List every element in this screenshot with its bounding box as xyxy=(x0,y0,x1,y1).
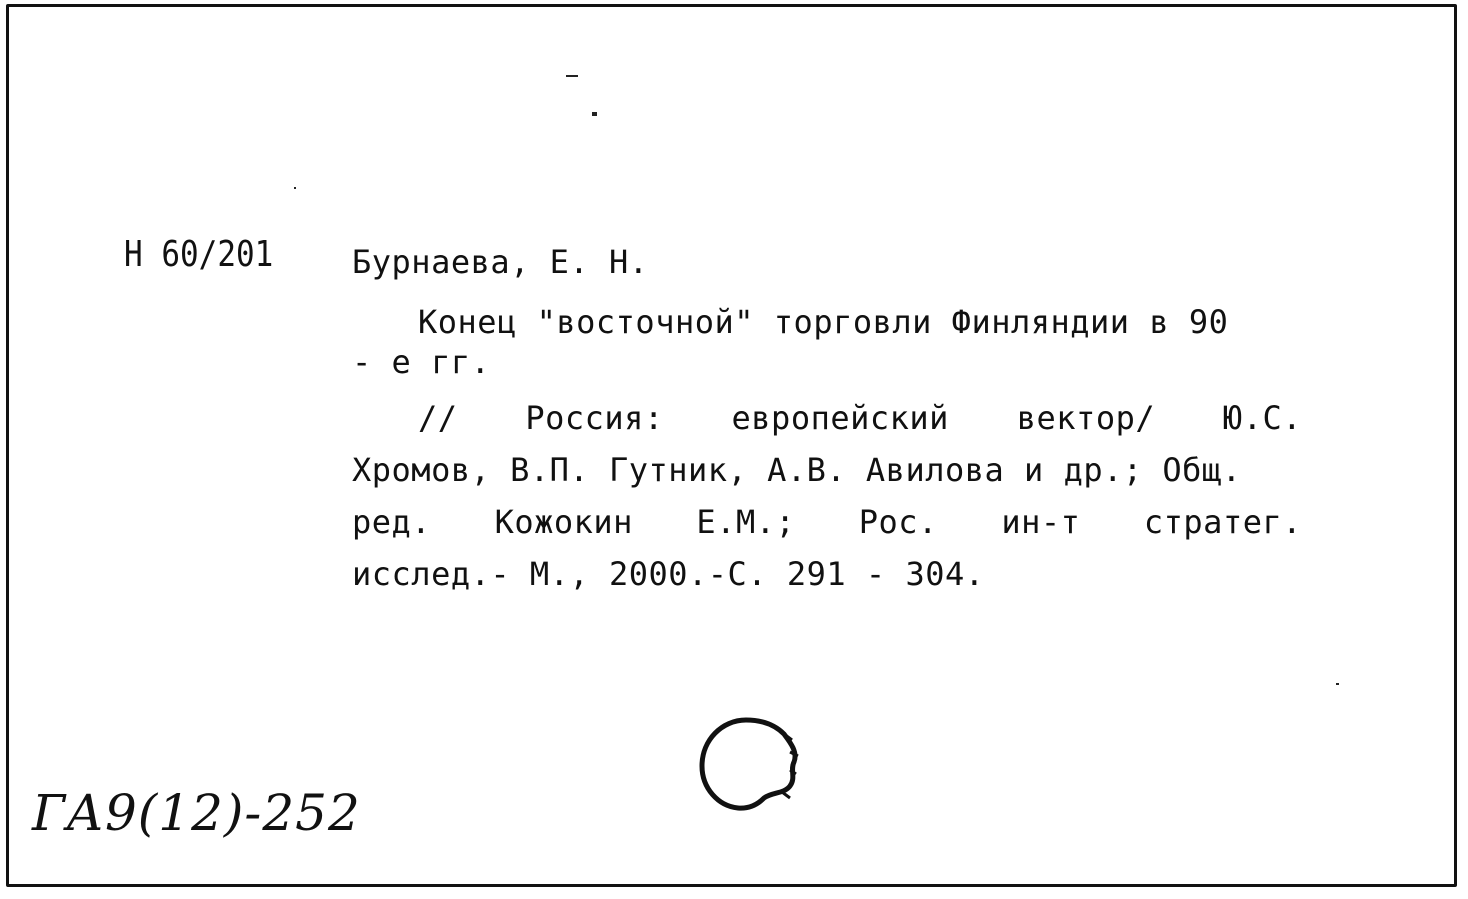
scan-speck xyxy=(592,112,597,116)
bibliographic-entry xyxy=(352,236,1302,600)
library-stamp-circle xyxy=(694,712,806,816)
scan-speck xyxy=(1336,683,1339,685)
source-line xyxy=(352,496,1302,548)
source-word: Рос. xyxy=(858,503,938,541)
source-word: ред. xyxy=(352,503,432,541)
source-word: стратег. xyxy=(1143,503,1302,541)
scan-speck xyxy=(294,187,296,189)
call-number: Н 60/201 xyxy=(124,234,274,276)
handwritten-shelf-code: ГА9(12)-252 xyxy=(32,784,361,842)
title-text: Конец "восточной" торговли Финляндии в 90 xyxy=(418,303,1229,341)
source-word: Россия: xyxy=(525,399,664,437)
title-line xyxy=(352,296,1302,348)
title-line: - е гг. xyxy=(352,343,491,381)
source-word: европейский xyxy=(731,399,949,437)
source-line xyxy=(352,392,1302,444)
source-line: исслед.- М., 2000.-С. 291 - 304. xyxy=(352,555,985,593)
source-word: ин-т xyxy=(1001,503,1081,541)
source-word: Кожокин xyxy=(494,503,633,541)
source-word: вектор/ xyxy=(1016,399,1156,437)
scan-speck xyxy=(566,75,578,77)
source-word: Е.М.; xyxy=(696,503,796,541)
source-word: // xyxy=(418,399,458,437)
author: Бурнаева, Е. Н. xyxy=(352,243,649,281)
source-line: Хромов, В.П. Гутник, А.В. Авилова и др.; Общ. xyxy=(352,451,1242,489)
source-word: Ю.С. xyxy=(1222,399,1302,437)
